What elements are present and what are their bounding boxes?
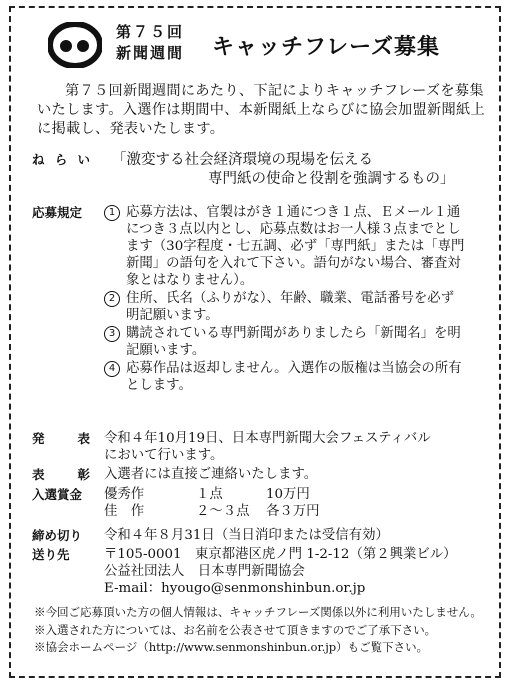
event-name-line1: 第７５回 xyxy=(116,23,185,41)
email-address: E-mail：hyougo@senmonshinbun.or.jp xyxy=(104,581,366,596)
footnote: ※入選された方については、お名前を公表させて頂きますのでご了承下さい。 xyxy=(34,622,437,637)
rule-item: 4 応募作品は返却しません。入選作の版権は当協会の所有とします。 xyxy=(104,360,466,394)
theme-line1: 「激変する社会経済環境の現場を伝える xyxy=(112,152,373,168)
rule-item: 2 住所、氏名（ふりがな）、年齢、職業、電話番号を必ず明記願います。 xyxy=(104,290,466,324)
footnote: ※協会ホームページ（http://www.senmonshinbun.or.jp）もご覧下さい。 xyxy=(34,640,428,654)
footnote: ※今回ご応募頂いた方の個人情報は、キャッチフレーズ関係以外に利用いたしません。 xyxy=(34,605,482,619)
rules-label: 応募規定 xyxy=(32,205,83,220)
prize-label: 入選賞金 xyxy=(32,487,83,502)
rule-item: 3 購読されている専門新聞がありましたら「新聞名」を明記願います。 xyxy=(104,325,466,359)
announce-label: 発 表 xyxy=(32,431,90,446)
event-name-line2: 新聞週間 xyxy=(116,44,185,62)
announce-text: 令和４年10月19日、日本専門新聞大会フェスティバル において行います。 xyxy=(104,431,431,463)
circled-number: 1 xyxy=(104,205,120,221)
circled-number: 3 xyxy=(104,326,120,342)
event-name xyxy=(116,22,184,64)
prize-list xyxy=(104,486,320,520)
award-text: 入選者には直接ご連絡いたします。 xyxy=(104,467,318,482)
deadline-label: 締め切り xyxy=(32,528,83,543)
prize-row: 優秀作 １点 10万円 xyxy=(104,487,310,502)
theme-text xyxy=(112,151,455,189)
award-label: 表 彰 xyxy=(32,467,90,482)
rule-item: 1 応募方法は、官製はがき１通につき１点、Ｅメール１通につき３点以内とし、応募点数はお一人様３点までとします（30字程度・七五調、必ず「専門紙」または「専門新聞」の語句を入れて下さい。語句がない場合、審査対象とはなりません）。 xyxy=(104,204,466,289)
headline: キャッチフレーズ募集 xyxy=(212,35,441,60)
rules-list xyxy=(104,204,466,394)
address-label: 送り先 xyxy=(32,547,70,562)
intro-paragraph: 第７５回新聞週間にあたり、下記によりキャッチフレーズを募集いたします。入選作は期間中、本新聞紙上ならびに協会加盟新聞紙上に掲載し、発表いたします。 xyxy=(37,83,485,137)
theme-line2: 専門紙の使命と役割を強調するもの」 xyxy=(208,171,455,187)
association-logo-icon xyxy=(48,22,102,68)
circled-number: 2 xyxy=(104,291,120,307)
theme-label: ね ら い xyxy=(32,152,90,167)
prize-row: 佳 作 ２～３点 各３万円 xyxy=(104,504,320,519)
deadline-text: 令和４年８月31日（当日消印または受信有効） xyxy=(104,528,389,543)
footnotes xyxy=(34,604,482,657)
circled-number: 4 xyxy=(104,361,120,377)
address-text: 〒105-0001 東京都港区虎ノ門 1-2-12（第２興業ビル） 公益社団法人 日本専門新聞協会 E-mail：hyougo@senmonshinbun.or.jp xyxy=(104,547,457,596)
